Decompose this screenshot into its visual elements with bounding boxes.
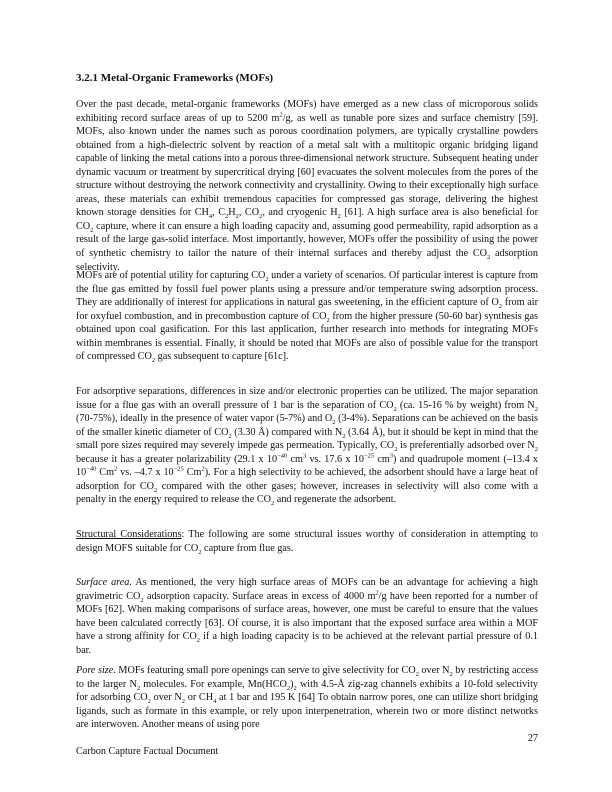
- pore-size-label: Pore size.: [76, 665, 116, 676]
- paragraph-pore-size: Pore size. MOFs featuring small pore openings can serve to give selectivity for $CO_2$ over $N_2$ by restricting access to the larger $N_2$ molecules. For example, $Mn(HCO_2)_2$ with 4.5-Å zig-zag channels exhibits a 10-fold selectivity for adsorbing $CO_2$ over $N_2$ or $CH_4$ at 1 bar and 195 K [64] To obtain narrow pores, one can utilize short bridging ligands, such as formate in this example, or rely upon interpenetration, wherein two or more distinct networks are interwoven. Another means of using pore: [76, 665, 539, 731]
- structural-considerations-label: Structural Considerations: [76, 529, 182, 540]
- paragraph-surface-area: Surface area. As mentioned, the very high surface areas of MOFs can be an advantage for achieving a high gravimetric $CO_2$ adsorption capacity. Surface areas in excess of 4000 $m^2/g$ have been reported for a number of MOFs [62]. When making comparisons of surface areas, however, one must be careful to ensure that the values have been calculated correctly [63]. Of course, it is also important that the exposed surface area within a MOF have a strong affinity for $CO_2$ if a high loading capacity is to be achieved at the relevant partial pressure of 0.1 bar.: [76, 577, 538, 656]
- surface-area-label: Surface area.: [76, 577, 132, 588]
- paragraph-adsorptive-separations: For adsorptive separations, differences in size and/or electronic properties can be utilized. The major separation issue for a flue gas with an overall pressure of 1 bar is the separation of $CO_2$ (ca. 15-16 % by weight) from $N_2$ (70-75%), ideally in the presence of water vapor (5-7%) and $O_2$ (3-4%). Separations can be achieved on the basis of the smaller kinetic diameter of $CO_2$ (3.30 Å) compared with $N_2$ (3.64 Å), but it should be kept in mind that the small pore sizes required may severely impede gas permeation. Typically, $CO_2$ is preferentially adsorbed over $N_2$ because it has a greater polarizability (29.1 x $10^{-40}$ $cm^3$ vs. 17.6 x $10^{-25}$ $cm^3$) and quadrupole moment (–13.4 x $10^{-40}$ Cm$^2$ vs. –4.7 x $10^{-25}$ Cm$^2$). For a high selectivity to be achieved, the adsorbent should have a large heat of adsorption for $CO_2$ compared with the other gases; however, increases in selectivity will also come with a penalty in the energy required to release the $CO_2$ and regenerate the adsorbent.: [76, 386, 539, 508]
- page-number: 27: [527, 733, 538, 744]
- section-heading: 3.2.1 Metal-Organic Frameworks (MOFs): [76, 72, 274, 84]
- paragraph-mof-utility: MOFs are of potential utility for capturing $CO_2$ under a variety of scenarios. Of particular interest is capture from the flue gas emitted by fossil fuel power plants using a pressure and/or temperature swing adsorption process. They are additionally of interest for applications in natural gas sweetening, in the efficient capture of $O_2$ from air for oxyfuel combustion, and in precombustion capture of $CO_2$ from the higher pressure (50-60 bar) synthesis gas obtained upon coal gasification. For this last application, further research into methods for integrating MOFs within membranes is essential. Finally, it should be noted that MOFs are also of possible value for the transport of compressed $CO_2$ gas subsequent to capture [61c].: [76, 270, 538, 365]
- paragraph-mof-intro: Over the past decade, metal-organic frameworks (MOFs) have emerged as a new class of microporous solids exhibiting record surface areas of up to 5200 $m^2/g$, as well as tunable pore sizes and surface chemistry [59]. MOFs, also known under the names such as porous coordination polymers, are typically crystalline powders obtained from a high-dielectric solvent by reaction of a metal salt with a multitopic organic bridging ligand capable of linking the metal cations into a porous three-dimensional network structure. Subsequent heating under dynamic vacuum or treatment by supercritical drying [60] evacuates the solvent molecules from the pores of the structure without destroying the network connectivity and crystallinity. Owing to their exceptionally high surface areas, these materials can exhibit tremendous capacities for compressed gas storage, delivering the highest known storage densities for $CH_4$, $C_2H_2$, $CO_2$, and cryogenic $H_2$ [61]. A high surface area is also beneficial for $CO_2$ capture, where it can ensure a high loading capacity and, assuming good permeability, rapid adsorption as a result of the large gas-solid interface. Most importantly, however, MOFs offer the possibility of using the power of synthetic chemistry to tailor the nature of their internal surfaces and thereby adjust the $CO_2$ adsorption selectivity.: [76, 99, 538, 273]
- footer-document-title: Carbon Capture Factual Document: [76, 746, 219, 757]
- paragraph-structural-considerations: Structural Considerations: The following are some structural issues worthy of consideration in attempting to design MOFS suitable for $CO_2$ capture from flue gas.: [76, 529, 538, 556]
